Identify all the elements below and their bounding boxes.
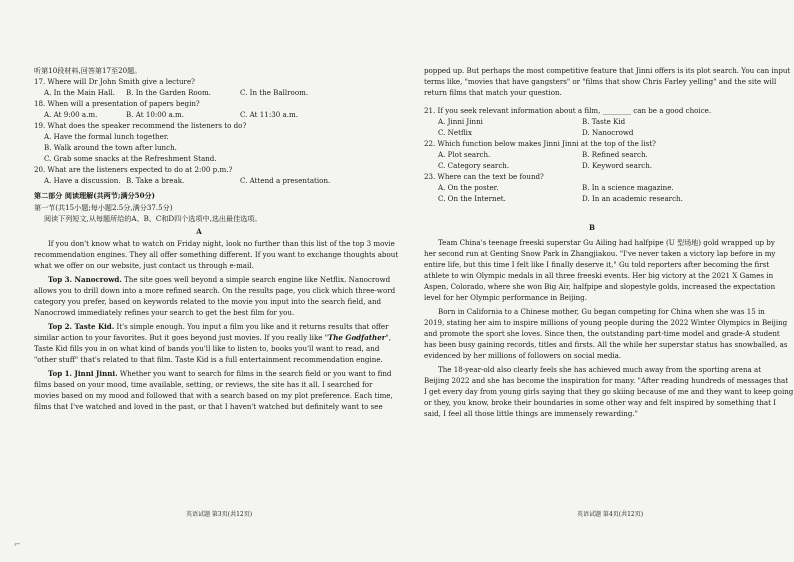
text-line: level for her Olympic performance in Beijing. xyxy=(424,293,587,302)
text-line: It's simple enough. You input a film you like and it returns results that offer xyxy=(114,322,389,331)
text-line: evidenced by her millions of followers on social media. xyxy=(424,351,622,360)
option-c: C. Grab some snacks at the Refreshment Stand. xyxy=(44,154,217,163)
question-21-stem: 21. If you seek relevant information about a film, ________ can be a good choice. xyxy=(424,106,712,115)
corner-mark: ⌐ xyxy=(14,540,21,549)
top2-paragraph xyxy=(34,322,392,366)
top2-title: Top 2. Taste Kid. xyxy=(48,322,115,331)
option-b: B. In a science magazine. xyxy=(582,183,674,192)
text-line: ", xyxy=(385,333,392,342)
text-line: what we offer on our website, just contact us through e-mail. xyxy=(34,261,254,270)
text-line: and promote the sport she loves. Since then, the outstanding part-time model and grade-A student xyxy=(424,329,780,338)
left-page xyxy=(34,66,399,413)
passage-a-continuation xyxy=(424,66,791,99)
option-b: B. Take a break. xyxy=(126,176,185,185)
option-b: B. At 10:00 a.m. xyxy=(126,110,184,119)
reading-instruction: 阅读下列短文,从每题所给的A、B、C和D四个选项中,选出最佳选项。 xyxy=(44,214,262,223)
question-17-options xyxy=(34,88,364,99)
passage-a-heading: A xyxy=(196,227,202,236)
option-a: A. On the poster. xyxy=(438,183,499,192)
text-line: category you prefer, based on keywords related to the movie you input into the search field, and xyxy=(34,297,382,306)
option-c: C. Netflix xyxy=(438,128,472,137)
right-page xyxy=(424,66,794,420)
text-line: I get every day from young girls saying that they go skiing because of me and they want to keep going xyxy=(424,387,794,396)
question-18-options xyxy=(34,110,364,121)
text-line: entire life, but this time I felt like I finally deserve it," Gu told reporters after becoming the first xyxy=(424,260,770,269)
text-line: or they, you know, broke their boundaries in some other way and felt inspired by something that I xyxy=(424,398,777,407)
text-line: terms like, "movies that have gangsters" or "films that show Chris Farley yelling" and the site will xyxy=(424,77,777,86)
text-line: allows you to drill down into a more refined search. On the results page, you click which three-word xyxy=(34,286,396,295)
passage-b-heading: B xyxy=(589,223,595,232)
listening-intro: 听第10段材料,回答第17至20题。 xyxy=(34,66,142,75)
question-23-stem: 23. Where can the text be found? xyxy=(424,172,544,181)
top1-title: Top 1. Jinni Jinni. xyxy=(48,369,118,378)
text-line: Nanocrowd immediately refines your search to get the best film for you. xyxy=(34,308,295,317)
text-line: said, I feel all those little things are immensely rewarding." xyxy=(424,409,638,418)
option-b: B. Walk around the town after lunch. xyxy=(44,143,177,152)
top1-paragraph xyxy=(34,369,393,413)
text-line: return films that match your question. xyxy=(424,88,562,97)
passage-b-paragraph-1 xyxy=(424,238,776,304)
text-line: her second run at Genting Snow Park in Zhangjiakou. "I've never taken a victory lap before in my xyxy=(424,249,776,258)
option-a: A. Have the formal lunch together. xyxy=(44,132,169,141)
option-a: A. In the Main Hall. xyxy=(44,88,115,97)
top3-title: Top 3. Nanocrowd. xyxy=(48,275,122,284)
text-line: movies based on my mood and followed that with a search based on my plot preference. Each time, xyxy=(34,391,393,400)
question-22-options-ab xyxy=(424,150,760,161)
page-footer-right: 英语试题 第4页(共12页) xyxy=(577,511,644,518)
question-22-stem: 22. Which function below makes Jinni Jinni at the top of the list? xyxy=(424,139,656,148)
text-line: Whether you want to search for films in the search field or you want to find xyxy=(117,369,392,378)
text-line: similar action to your favorites. But it goes beyond just movies. If you really like " xyxy=(34,333,328,342)
text-line: has been busy gaining records, titles and firsts. All the while her superstar status has snowballed, as xyxy=(424,340,788,349)
option-a: A. Plot search. xyxy=(438,150,491,159)
question-20-stem: 20. What are the listeners expected to do at 2:00 p.m.? xyxy=(34,165,233,174)
text-line: Team China's teenage freeski superstar Gu Ailing had halfpipe (U 型场地) gold wrapped up by xyxy=(438,238,775,247)
text-line: films that I've watched and loved in the past, or that I haven't watched but definitely want to see xyxy=(34,402,383,411)
text-line: Born in California to a Chinese mother, Gu began competing for China when she was 15 in xyxy=(438,307,765,316)
question-19-stem: 19. What does the speaker recommend the listeners to do? xyxy=(34,121,247,130)
option-b: B. In the Garden Room. xyxy=(126,88,211,97)
option-d: D. In an academic research. xyxy=(582,194,683,203)
option-c: C. In the Ballroom. xyxy=(240,88,309,97)
passage-b-paragraph-2 xyxy=(424,307,788,362)
question-17-stem: 17. Where will Dr John Smith give a lecture? xyxy=(34,77,195,86)
option-a: A. Jinni Jinni xyxy=(438,117,483,126)
passage-a-intro xyxy=(34,239,399,272)
text-line: The site goes well beyond a simple search engine like Netflix. Nanocrowd xyxy=(121,275,391,284)
question-23-options-cd xyxy=(424,194,760,205)
question-20-options xyxy=(34,176,364,187)
text-line: popped up. But perhaps the most competitive feature that Jinni offers is its plot search. You can input xyxy=(424,66,791,75)
page-footer-left: 英语试题 第3页(共12页) xyxy=(186,511,253,518)
option-c: C. On the Internet. xyxy=(438,194,506,203)
top3-paragraph xyxy=(34,275,396,319)
text-line: Beijing 2022 and she has become the inspiration for many. "After reading hundreds of messages that xyxy=(424,376,789,385)
text-line: films based on your mood, time available, setting, or reviews, the site has it all. I searched for xyxy=(34,380,373,389)
option-d: D. Keyword search. xyxy=(582,161,653,170)
text-line: 2019, stating her aim to inspire millions of young people during the 2022 Winter Olympics in Beijing xyxy=(424,318,788,327)
question-21-options-cd xyxy=(424,128,760,139)
part-two-title: 第二部分 阅读理解(共两节;满分50分) xyxy=(34,191,155,200)
option-d: D. Nanocrowd xyxy=(582,128,634,137)
option-b: B. Refined search. xyxy=(582,150,648,159)
option-c: C. Category search. xyxy=(438,161,510,170)
film-title: The Godfather xyxy=(327,333,386,342)
question-21-options-ab xyxy=(424,117,760,128)
option-a: A. At 9:00 a.m. xyxy=(44,110,98,119)
text-line: athlete to win Olympic medals in all three freeski events. Her big victory at the 2021 X Games in xyxy=(424,271,774,280)
option-c: C. Attend a presentation. xyxy=(240,176,331,185)
text-line: Aspen, Colorado, where she won Big Air, halfpipe and slopestyle golds, increased the expectation xyxy=(424,282,776,291)
question-22-options-cd xyxy=(424,161,760,172)
text-line: recommendation engines. They all offer something different. If you want to exchange thoughts about xyxy=(34,250,399,259)
text-line: Taste Kid fills you in on what kind of bands you'll like to listen to, books you'll want to read, and xyxy=(34,344,380,353)
option-b: B. Taste Kid xyxy=(582,117,626,126)
option-a: A. Have a discussion. xyxy=(44,176,121,185)
option-c: C. At 11:30 a.m. xyxy=(240,110,298,119)
section-one-title: 第一节(共15小题;每小题2.5分,满分37.5分) xyxy=(34,203,173,212)
text-line: If you don't know what to watch on Friday night, look no further than this list of the top 3 movie xyxy=(48,239,395,248)
passage-b-paragraph-3 xyxy=(424,365,794,420)
question-18-stem: 18. When will a presentation of papers begin? xyxy=(34,99,200,108)
question-23-options-ab xyxy=(424,183,760,194)
text-line: "other stuff" that's related to that film. Taste Kid is a full entertainment recommendation engine. xyxy=(34,355,383,364)
text-line: The 18-year-old also clearly feels she has achieved much away from the sporting arena at xyxy=(438,365,762,374)
